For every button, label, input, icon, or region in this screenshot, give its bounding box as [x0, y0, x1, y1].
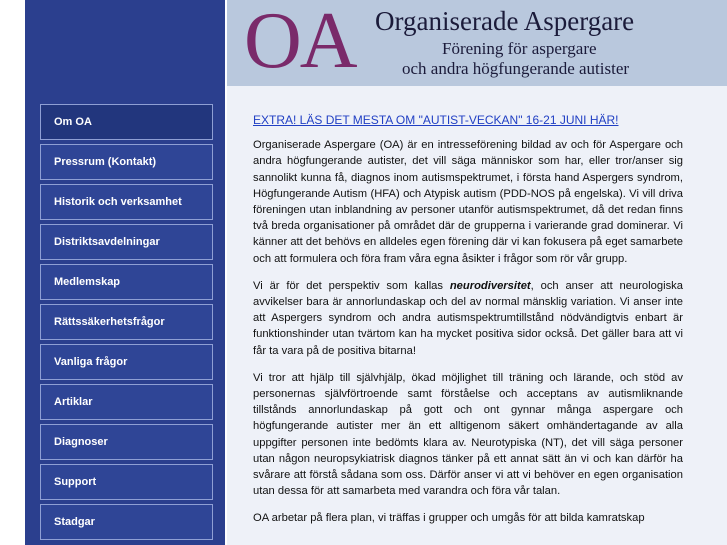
headline-link[interactable]: EXTRA! LÄS DET MESTA OM "AUTIST-VECKAN" 16-21 JUNI HÄR!	[253, 113, 619, 127]
nav-item-rattssakerhetsfragor[interactable]: Rättssäkerhetsfrågor	[40, 304, 213, 340]
site-title: Organiserade Aspergare	[375, 6, 635, 36]
nav-item-support[interactable]: Support	[40, 464, 213, 500]
nav-item-distriktsavdelningar[interactable]: Distriktsavdelningar	[40, 224, 213, 260]
main-content	[227, 86, 727, 545]
article	[253, 112, 683, 538]
paragraph-text: Vi är för det perspektiv som kallas	[253, 279, 450, 292]
nav-item-artiklar[interactable]: Artiklar	[40, 384, 213, 420]
site-logo[interactable]: OA	[244, 0, 356, 85]
site-subtitle-1: Förening för aspergare	[442, 39, 597, 58]
nav-item-stadgar[interactable]: Stadgar	[40, 504, 213, 540]
paragraph-activities: OA arbetar på flera plan, vi träffas i grupper och umgås för att bilda kamratskap	[253, 512, 645, 525]
nav-item-pressrum[interactable]: Pressrum (Kontakt)	[40, 144, 213, 180]
main-nav	[40, 104, 213, 544]
paragraph-intro: Organiserade Aspergare (OA) är en intresseförening bildad av och för Aspergare och andra högfungerande autister, det vill säga människor som har, eller tror/anser sig sannolikt kunna få, diagnos inom autismspektrumet, i första hand Aspergers syndrom, Högfungerande Autism (HFA) och Atypisk autism (PDD-NOS på engelska). Vi vill driva föreningen utan inblandning av personer utanför autismspektrumet, då det redan finns två breda organisationer på området där de grupperna i varierande grad dominerar. Vi känner att det behövs en alldeles egen förening där vi kan fokusera på eget samarbete och att formulera och föra fram våra egna åsikter i frågor som rör vår grupp.	[253, 139, 683, 265]
paragraph-text: , och anser att neurologiska avvikelser bara är annorlundaskap och del av normal mänsklig variation. Vi anser inte att Aspergers syndrom och andra autismspektrumtillstånd nödvändigtvis enbart är funktionshinder utan tvärtom kan ha mycket positiva sidor också. Det gäller bara att vi får ta vara på de positiva bitarna!	[253, 279, 683, 357]
site-subtitle-2: och andra högfungerande autister	[402, 59, 630, 78]
nav-item-diagnoser[interactable]: Diagnoser	[40, 424, 213, 460]
paragraph-self-help: Vi tror att hjälp till självhjälp, ökad möjlighet till träning och lärande, och stöd av personernas självförtroende samt förståelse och acceptans av autismliknande tillstånds annorlundaskap på gott och ont gynnar många aspergare och högfungerande autister mer än ett alltigenom säkert omhändertagande av alla uppgifter personen inte bedömts klara av. Neurotypiska (NT), det vill säga personer utan någon neuropsykiatrisk diagnos tänker på ett annat sätt än vi och kan därför ha svårare att förstå sådana som oss. Därför anser vi att vi behöver en egen organisation utan dessa för att samarbeta med varandra och föra vår talan.	[253, 371, 683, 498]
site-header	[227, 0, 727, 86]
nav-item-vanliga-fragor[interactable]: Vanliga frågor	[40, 344, 213, 380]
paragraph-neurodiversity	[253, 278, 683, 359]
nav-item-medlemskap[interactable]: Medlemskap	[40, 264, 213, 300]
nav-item-om-oa[interactable]: Om OA	[40, 104, 213, 140]
emphasis-term: neurodiversitet	[449, 279, 531, 292]
nav-item-historik[interactable]: Historik och verksamhet	[40, 184, 213, 220]
